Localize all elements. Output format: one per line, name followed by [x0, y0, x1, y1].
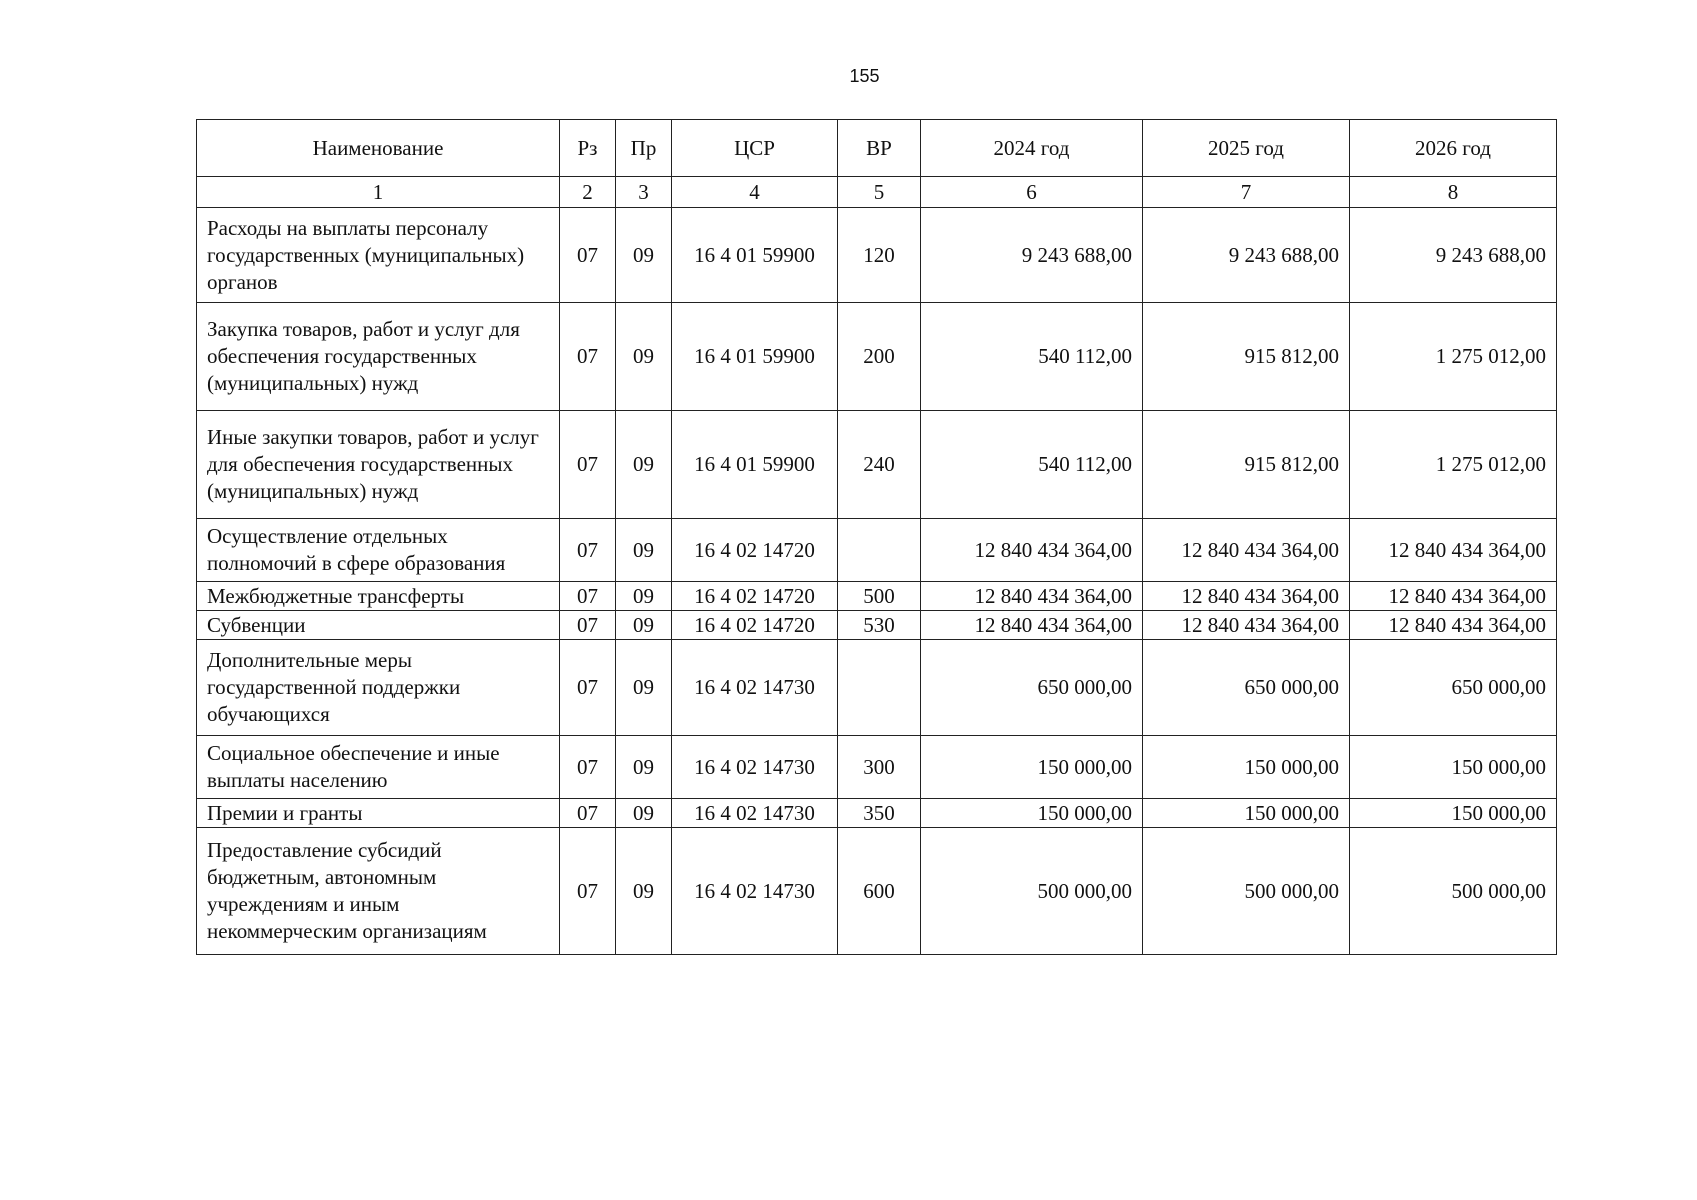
- row-2024: 9 243 688,00: [921, 208, 1143, 303]
- row-2024: 150 000,00: [921, 736, 1143, 799]
- row-2026: 150 000,00: [1350, 799, 1557, 828]
- row-2026: 1 275 012,00: [1350, 303, 1557, 411]
- table-row: [197, 411, 1557, 519]
- table-row: [197, 640, 1557, 736]
- row-name: Субвенции: [197, 611, 560, 640]
- row-vr: 600: [838, 828, 921, 955]
- row-2026: 1 275 012,00: [1350, 411, 1557, 519]
- row-2024: 500 000,00: [921, 828, 1143, 955]
- row-rz: 07: [560, 411, 616, 519]
- row-name: Осуществление отдельных полномочий в сфере образования: [197, 519, 560, 582]
- row-name: Расходы на выплаты персоналу государственных (муниципальных) органов: [197, 208, 560, 303]
- row-csr: 16 4 02 14730: [672, 828, 838, 955]
- row-name: Межбюджетные трансферты: [197, 582, 560, 611]
- row-2024: 650 000,00: [921, 640, 1143, 736]
- column-number: 5: [838, 177, 921, 208]
- row-vr: 240: [838, 411, 921, 519]
- row-rz: 07: [560, 736, 616, 799]
- row-vr: 300: [838, 736, 921, 799]
- table-row: [197, 582, 1557, 611]
- column-number: 2: [560, 177, 616, 208]
- table-row: [197, 736, 1557, 799]
- header-2025: 2025 год: [1143, 120, 1350, 177]
- row-2026: 12 840 434 364,00: [1350, 611, 1557, 640]
- header-2024: 2024 год: [921, 120, 1143, 177]
- row-vr: 120: [838, 208, 921, 303]
- row-2025: 12 840 434 364,00: [1143, 519, 1350, 582]
- row-2024: 12 840 434 364,00: [921, 611, 1143, 640]
- row-2026: 9 243 688,00: [1350, 208, 1557, 303]
- header-pr: Пр: [616, 120, 672, 177]
- row-rz: 07: [560, 828, 616, 955]
- row-pr: 09: [616, 519, 672, 582]
- row-rz: 07: [560, 208, 616, 303]
- row-pr: 09: [616, 411, 672, 519]
- row-2024: 150 000,00: [921, 799, 1143, 828]
- column-number: 6: [921, 177, 1143, 208]
- row-2025: 9 243 688,00: [1143, 208, 1350, 303]
- row-csr: 16 4 01 59900: [672, 208, 838, 303]
- row-rz: 07: [560, 799, 616, 828]
- row-vr: 350: [838, 799, 921, 828]
- column-number: 8: [1350, 177, 1557, 208]
- row-vr: 500: [838, 582, 921, 611]
- row-pr: 09: [616, 303, 672, 411]
- row-2024: 540 112,00: [921, 411, 1143, 519]
- row-2025: 150 000,00: [1143, 799, 1350, 828]
- header-name: Наименование: [197, 120, 560, 177]
- row-csr: 16 4 02 14720: [672, 611, 838, 640]
- table-row: [197, 519, 1557, 582]
- row-2026: 650 000,00: [1350, 640, 1557, 736]
- row-pr: 09: [616, 640, 672, 736]
- row-rz: 07: [560, 640, 616, 736]
- header-vr: ВР: [838, 120, 921, 177]
- row-2025: 500 000,00: [1143, 828, 1350, 955]
- row-name: Закупка товаров, работ и услуг для обеспечения государственных (муниципальных) нужд: [197, 303, 560, 411]
- row-pr: 09: [616, 828, 672, 955]
- row-pr: 09: [616, 799, 672, 828]
- table-row: [197, 208, 1557, 303]
- row-rz: 07: [560, 519, 616, 582]
- row-rz: 07: [560, 303, 616, 411]
- row-2025: 150 000,00: [1143, 736, 1350, 799]
- page-number: 155: [849, 66, 880, 86]
- budget-table: [196, 119, 1557, 955]
- row-pr: 09: [616, 208, 672, 303]
- row-pr: 09: [616, 582, 672, 611]
- row-name: Социальное обеспечение и иные выплаты населению: [197, 736, 560, 799]
- table-row: [197, 611, 1557, 640]
- table-row: [197, 799, 1557, 828]
- row-csr: 16 4 01 59900: [672, 303, 838, 411]
- row-vr: [838, 640, 921, 736]
- row-name: Иные закупки товаров, работ и услуг для обеспечения государственных (муниципальных) нужд: [197, 411, 560, 519]
- row-2025: 12 840 434 364,00: [1143, 611, 1350, 640]
- row-rz: 07: [560, 611, 616, 640]
- row-2026: 500 000,00: [1350, 828, 1557, 955]
- row-2026: 12 840 434 364,00: [1350, 582, 1557, 611]
- column-number: 3: [616, 177, 672, 208]
- row-csr: 16 4 02 14720: [672, 582, 838, 611]
- row-csr: 16 4 02 14720: [672, 519, 838, 582]
- row-vr: 530: [838, 611, 921, 640]
- row-csr: 16 4 02 14730: [672, 736, 838, 799]
- row-2024: 540 112,00: [921, 303, 1143, 411]
- column-number: 4: [672, 177, 838, 208]
- column-number: 7: [1143, 177, 1350, 208]
- row-pr: 09: [616, 611, 672, 640]
- header-row: [197, 120, 1557, 177]
- row-csr: 16 4 02 14730: [672, 799, 838, 828]
- row-name: Предоставление субсидий бюджетным, автономным учреждениям и иным некоммерческим организациям: [197, 828, 560, 955]
- row-vr: 200: [838, 303, 921, 411]
- row-2025: 650 000,00: [1143, 640, 1350, 736]
- row-name: Премии и гранты: [197, 799, 560, 828]
- row-csr: 16 4 01 59900: [672, 411, 838, 519]
- header-csr: ЦСР: [672, 120, 838, 177]
- row-2026: 12 840 434 364,00: [1350, 519, 1557, 582]
- row-rz: 07: [560, 582, 616, 611]
- row-2026: 150 000,00: [1350, 736, 1557, 799]
- row-name: Дополнительные меры государственной поддержки обучающихся: [197, 640, 560, 736]
- row-2024: 12 840 434 364,00: [921, 519, 1143, 582]
- row-vr: [838, 519, 921, 582]
- row-2024: 12 840 434 364,00: [921, 582, 1143, 611]
- column-number: 1: [197, 177, 560, 208]
- row-2025: 12 840 434 364,00: [1143, 582, 1350, 611]
- header-rz: Рз: [560, 120, 616, 177]
- row-pr: 09: [616, 736, 672, 799]
- row-2025: 915 812,00: [1143, 303, 1350, 411]
- table-row: [197, 828, 1557, 955]
- row-csr: 16 4 02 14730: [672, 640, 838, 736]
- column-number-row: [197, 177, 1557, 208]
- table-row: [197, 303, 1557, 411]
- row-2025: 915 812,00: [1143, 411, 1350, 519]
- header-2026: 2026 год: [1350, 120, 1557, 177]
